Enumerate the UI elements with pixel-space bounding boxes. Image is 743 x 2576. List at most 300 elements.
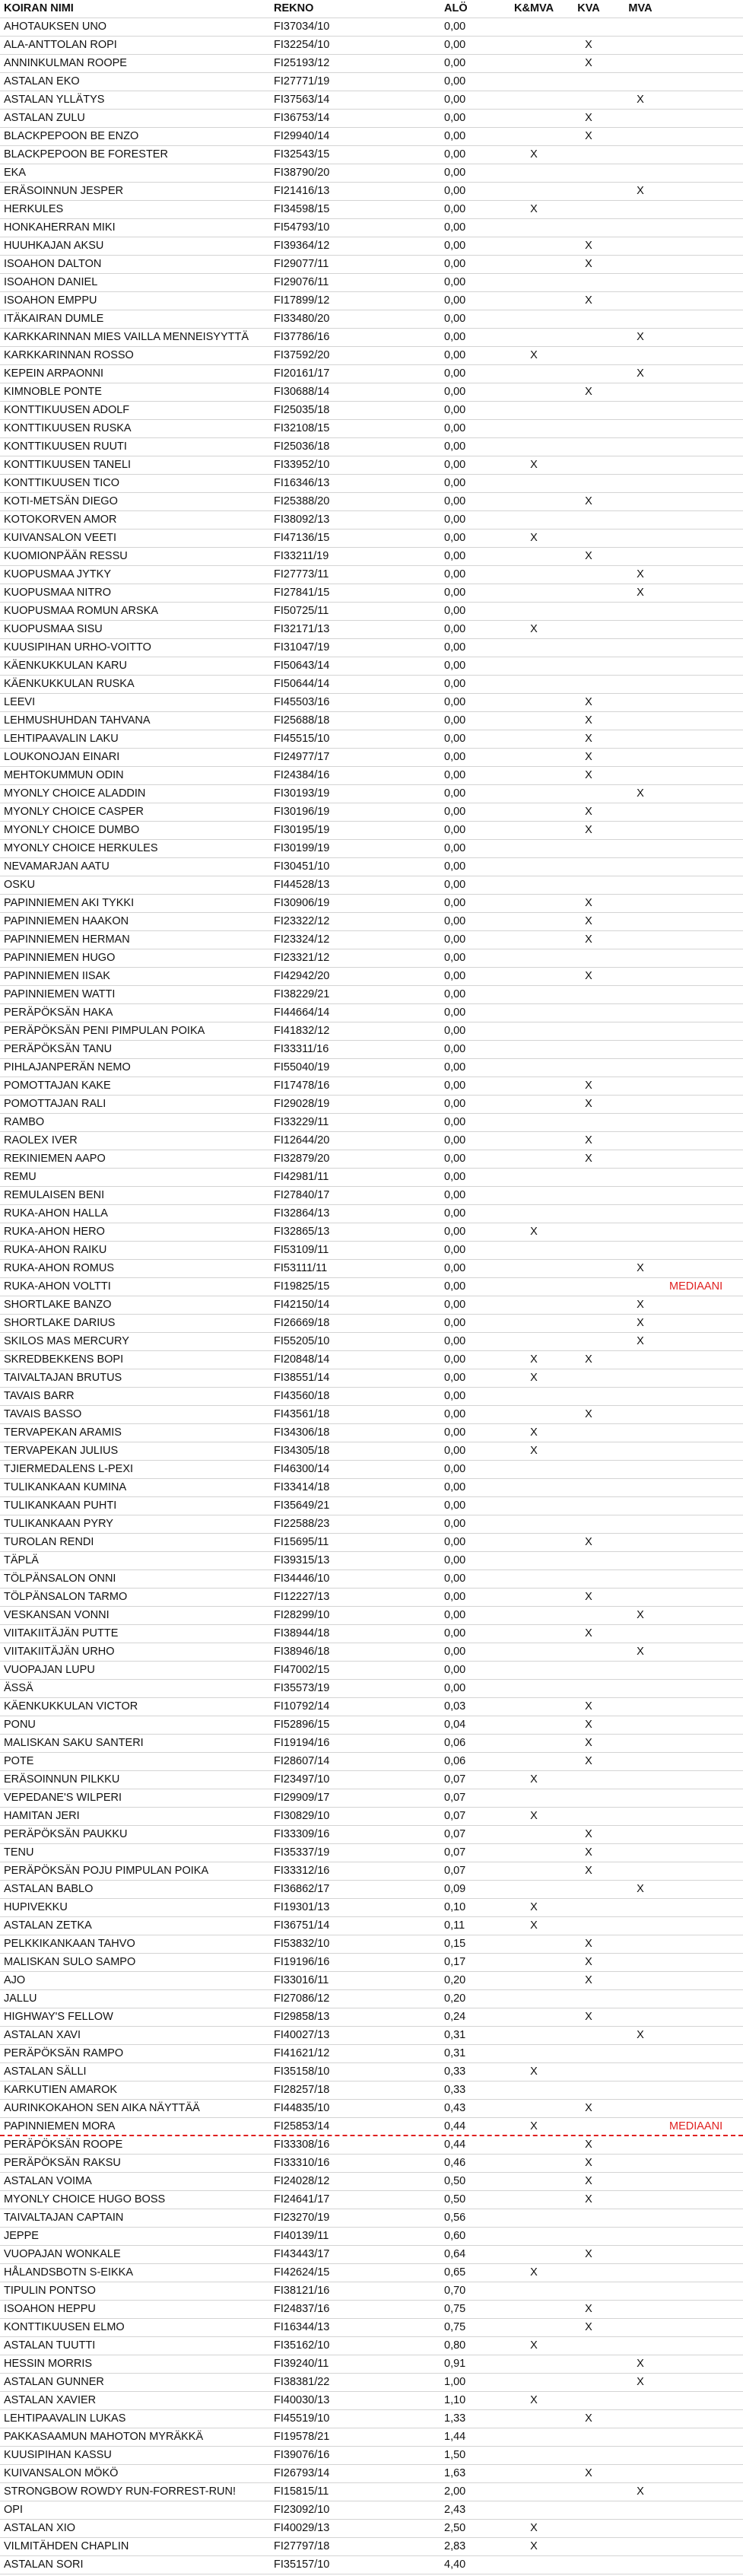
- alo-value: 0,11: [444, 1919, 465, 1932]
- km-mark: [514, 1169, 554, 1186]
- median-note: [669, 1096, 741, 1113]
- kva-mark: X: [585, 1408, 592, 1420]
- reg-number: FI44528/13: [274, 879, 330, 891]
- km-mark: [514, 1041, 554, 1058]
- reg-number: FI39240/11: [274, 2358, 329, 2370]
- kva-mark: [569, 876, 608, 894]
- reg-number: FI32879/20: [274, 1153, 330, 1165]
- kva-mark: X: [585, 2303, 592, 2315]
- km-mark: [514, 128, 554, 145]
- kva-mark: [569, 1917, 608, 1935]
- km-mark: [514, 548, 554, 565]
- mva-mark: X: [637, 94, 644, 106]
- km-mark: [514, 164, 554, 182]
- table-row: [0, 1643, 743, 1662]
- reg-number: FI38944/18: [274, 1627, 330, 1639]
- km-mark: [514, 1004, 554, 1022]
- dog-name: MYONLY CHOICE HUGO BOSS: [4, 2193, 166, 2206]
- dog-name: RUKA-AHON HERO: [4, 1226, 105, 1238]
- mva-mark: [621, 1059, 660, 1077]
- table-row: [0, 566, 743, 584]
- median-note: [669, 1862, 741, 1880]
- table-row: [0, 2319, 743, 2337]
- km-mark: [514, 639, 554, 657]
- median-note: [669, 1899, 741, 1916]
- reg-number: FI43561/18: [274, 1408, 330, 1420]
- kva-mark: X: [585, 2467, 592, 2479]
- reg-number: FI24028/12: [274, 2175, 330, 2187]
- dog-name: KUUSIPIHAN KASSU: [4, 2449, 112, 2461]
- mva-mark: [621, 1972, 660, 1989]
- median-note: [669, 2027, 741, 2044]
- reg-number: FI42150/14: [274, 1299, 330, 1311]
- km-mark: [514, 420, 554, 437]
- reg-number: FI19301/13: [274, 1901, 330, 1913]
- alo-value: 0,00: [444, 1682, 466, 1694]
- kva-mark: [569, 2063, 608, 2081]
- table-row: [0, 1187, 743, 1205]
- dog-name: VILMITÄHDEN CHAPLIN: [4, 2540, 129, 2552]
- dog-name: TAIVALTAJAN BRUTUS: [4, 1372, 122, 1384]
- alo-value: 0,07: [444, 1810, 466, 1822]
- kva-mark: X: [585, 1134, 592, 1146]
- kva-mark: [569, 1552, 608, 1569]
- km-mark: [514, 1132, 554, 1150]
- dog-name: ISOAHON DALTON: [4, 258, 102, 270]
- dog-name: ISOAHON EMPPU: [4, 294, 97, 307]
- km-mark: [514, 1515, 554, 1533]
- table-row: [0, 1534, 743, 1552]
- kva-mark: [569, 1369, 608, 1387]
- kva-mark: [569, 1607, 608, 1624]
- reg-number: FI52896/15: [274, 1719, 330, 1731]
- alo-value: 4,40: [444, 2559, 466, 2571]
- mva-mark: [621, 2392, 660, 2409]
- median-note: [669, 2264, 741, 2282]
- median-note: [669, 1497, 741, 1515]
- median-note: [669, 1369, 741, 1387]
- alo-value: 0,00: [444, 313, 466, 325]
- reg-number: FI25388/20: [274, 495, 330, 507]
- dog-name: KARKKARINNAN MIES VAILLA MENNEISYYTTÄ: [4, 331, 249, 343]
- km-mark: [514, 1022, 554, 1040]
- median-note: [669, 968, 741, 985]
- dog-name: VUOPAJAN LUPU: [4, 1664, 95, 1676]
- table-row: [0, 1589, 743, 1607]
- header-mva: MVA: [628, 2, 653, 14]
- table-row: [0, 803, 743, 822]
- kva-mark: [569, 183, 608, 200]
- mva-mark: [621, 2045, 660, 2062]
- mva-mark: [621, 1515, 660, 1533]
- header-km: K&MVA: [514, 2, 554, 14]
- reg-number: FI33229/11: [274, 1116, 329, 1128]
- median-note: [669, 1607, 741, 1624]
- table-row: [0, 1990, 743, 2008]
- mva-mark: [621, 2501, 660, 2519]
- reg-number: FI34306/18: [274, 1426, 330, 1439]
- table-row: [0, 2392, 743, 2410]
- dog-name: STRONGBOW ROWDY RUN-FORREST-RUN!: [4, 2485, 237, 2498]
- dog-name: ALA-ANTTOLAN ROPI: [4, 39, 117, 51]
- dog-name: POMOTTAJAN RALI: [4, 1098, 106, 1110]
- mva-mark: [621, 2228, 660, 2245]
- median-note: [669, 1552, 741, 1569]
- table-row: [0, 1753, 743, 1771]
- km-mark: [514, 1698, 554, 1716]
- reg-number: FI24384/16: [274, 769, 330, 781]
- reg-number: FI53832/10: [274, 1938, 330, 1950]
- km-mark: [514, 2374, 554, 2391]
- km-mark: [514, 475, 554, 492]
- dog-name: TÖLPÄNSALON ONNI: [4, 1573, 116, 1585]
- mva-mark: [621, 1954, 660, 1971]
- km-mark: [514, 712, 554, 730]
- kva-mark: X: [585, 2412, 592, 2425]
- alo-value: 0,00: [444, 294, 466, 307]
- alo-value: 1,10: [444, 2394, 466, 2406]
- kva-mark: X: [585, 495, 592, 507]
- alo-value: 0,33: [444, 2084, 466, 2096]
- reg-number: FI50643/14: [274, 660, 330, 672]
- table-row: [0, 1698, 743, 1716]
- mva-mark: X: [637, 1317, 644, 1329]
- table-row: [0, 530, 743, 548]
- kva-mark: [569, 2538, 608, 2555]
- median-note: [669, 584, 741, 602]
- mva-mark: [621, 274, 660, 291]
- dog-name: PERÄPÖKSÄN HAKA: [4, 1007, 113, 1019]
- mva-mark: [621, 1862, 660, 1880]
- mva-mark: [621, 1004, 660, 1022]
- table-row: [0, 2264, 743, 2282]
- reg-number: FI37592/20: [274, 349, 330, 361]
- kva-mark: [569, 1242, 608, 1259]
- dog-name: REMU: [4, 1171, 37, 1183]
- km-mark: [514, 2556, 554, 2574]
- km-mark: [514, 1826, 554, 1843]
- km-mark: [514, 2282, 554, 2300]
- km-mark: [514, 329, 554, 346]
- kva-mark: [569, 1680, 608, 1697]
- dog-name: LEHMUSHUHDAN TAHVANA: [4, 714, 151, 727]
- km-mark: [514, 1077, 554, 1095]
- reg-number: FI29076/11: [274, 276, 329, 288]
- median-note: [669, 1826, 741, 1843]
- dog-name: JEPPE: [4, 2230, 39, 2242]
- alo-value: 0,31: [444, 2029, 466, 2041]
- median-note: [669, 456, 741, 474]
- mva-mark: [621, 1570, 660, 1588]
- table-row: [0, 1570, 743, 1589]
- dog-name: HESSIN MORRIS: [4, 2358, 93, 2370]
- median-note: [669, 1187, 741, 1204]
- median-note: [669, 2228, 741, 2245]
- km-mark: [514, 365, 554, 383]
- km-mark: [514, 37, 554, 54]
- median-note: [669, 237, 741, 255]
- mva-mark: [621, 949, 660, 967]
- table-row: [0, 1808, 743, 1826]
- kva-mark: [569, 420, 608, 437]
- reg-number: FI22588/23: [274, 1518, 330, 1530]
- alo-value: 0,07: [444, 1865, 466, 1877]
- alo-value: 2,50: [444, 2522, 466, 2534]
- reg-number: FI38381/22: [274, 2376, 330, 2388]
- dog-name: HUPIVEKKU: [4, 1901, 68, 1913]
- mva-mark: [621, 2301, 660, 2318]
- dog-name: KÄENKUKKULAN RUSKA: [4, 678, 135, 690]
- kva-mark: [569, 1333, 608, 1350]
- median-note: [669, 2355, 741, 2373]
- kva-mark: [569, 402, 608, 419]
- mva-mark: [621, 657, 660, 675]
- table-row: [0, 55, 743, 73]
- dog-name: KÄENKUKKULAN VICTOR: [4, 1700, 138, 1713]
- dog-name: OSKU: [4, 879, 36, 891]
- mva-mark: [621, 201, 660, 218]
- mva-mark: X: [637, 1335, 644, 1347]
- reg-number: FI33952/10: [274, 459, 330, 471]
- reg-number: FI40029/13: [274, 2522, 330, 2534]
- dog-name: PAPINNIEMEN IISAK: [4, 970, 110, 982]
- reg-number: FI35649/21: [274, 1499, 330, 1512]
- median-note: [669, 2447, 741, 2464]
- dog-name: SKILOS MAS MERCURY: [4, 1335, 129, 1347]
- kva-mark: [569, 1570, 608, 1588]
- reg-number: FI33016/11: [274, 1974, 329, 1986]
- reg-number: FI42624/15: [274, 2266, 330, 2279]
- dog-name: ISOAHON HEPPU: [4, 2303, 96, 2315]
- km-mark: [514, 840, 554, 857]
- kva-mark: [569, 1479, 608, 1496]
- table-row: [0, 146, 743, 164]
- table-row: [0, 730, 743, 749]
- km-mark: [514, 1187, 554, 1204]
- alo-value: 0,00: [444, 751, 466, 763]
- dog-name: KUIVANSALON MÖKÖ: [4, 2467, 119, 2479]
- mva-mark: [621, 530, 660, 547]
- table-row: [0, 1132, 743, 1150]
- kva-mark: [569, 2027, 608, 2044]
- dog-name: ASTALAN XIO: [4, 2522, 76, 2534]
- median-note: [669, 2428, 741, 2446]
- median-note: [669, 2173, 741, 2190]
- km-mark: [514, 2228, 554, 2245]
- median-note: [669, 1442, 741, 1460]
- kva-mark: [569, 1223, 608, 1241]
- km-mark: [514, 1333, 554, 1350]
- reg-number: FI50725/11: [274, 605, 329, 617]
- table-row: [0, 1954, 743, 1972]
- reg-number: FI38229/21: [274, 988, 330, 1000]
- median-note: [669, 1022, 741, 1040]
- kva-mark: X: [585, 258, 592, 270]
- kva-mark: [569, 1278, 608, 1296]
- mva-mark: [621, 2100, 660, 2117]
- header-name: KOIRAN NIMI: [4, 2, 74, 14]
- kva-mark: [569, 1205, 608, 1223]
- mva-mark: [621, 931, 660, 949]
- table-row: [0, 694, 743, 712]
- table-row: [0, 2301, 743, 2319]
- km-mark: [514, 1935, 554, 1953]
- median-note: [669, 2501, 741, 2519]
- table-row: [0, 1369, 743, 1388]
- table-row: [0, 1844, 743, 1862]
- km-mark: [514, 2465, 554, 2482]
- reg-number: FI44835/10: [274, 2102, 330, 2114]
- km-mark: [514, 1260, 554, 1277]
- reg-number: FI29028/19: [274, 1098, 330, 1110]
- table-row: [0, 1260, 743, 1278]
- km-mark: [514, 18, 554, 36]
- dog-name: PERÄPÖKSÄN PAUKKU: [4, 1828, 128, 1840]
- table-row: [0, 712, 743, 730]
- alo-value: 0,70: [444, 2285, 466, 2297]
- dog-name: ASTALAN SÄLLI: [4, 2066, 87, 2078]
- alo-value: 0,00: [444, 842, 466, 854]
- kva-mark: [569, 858, 608, 876]
- table-row: [0, 1041, 743, 1059]
- alo-value: 0,64: [444, 2248, 466, 2260]
- kva-mark: X: [585, 1153, 592, 1165]
- table-row: [0, 1552, 743, 1570]
- reg-number: FI32543/15: [274, 148, 330, 161]
- dog-name: TAVAIS BASSO: [4, 1408, 82, 1420]
- alo-value: 0,00: [444, 1280, 466, 1293]
- table-row: [0, 1972, 743, 1990]
- mva-mark: [621, 2282, 660, 2300]
- mva-mark: [621, 2081, 660, 2099]
- table-row: [0, 895, 743, 913]
- km-mark: [514, 383, 554, 401]
- alo-value: 0,00: [444, 404, 466, 416]
- mva-mark: [621, 1205, 660, 1223]
- reg-number: FI38790/20: [274, 167, 330, 179]
- table-row: [0, 1881, 743, 1899]
- median-note: [669, 1114, 741, 1131]
- reg-number: FI23324/12: [274, 933, 330, 946]
- km-mark: X: [530, 1773, 538, 1786]
- dog-name: KUOPUSMAA JYTKY: [4, 568, 112, 580]
- km-mark: X: [530, 2540, 538, 2552]
- kva-mark: [569, 365, 608, 383]
- table-row: [0, 1935, 743, 1954]
- dog-name: AHOTAUKSEN UNO: [4, 21, 107, 33]
- mva-mark: [621, 1150, 660, 1168]
- dog-name: KEPEIN ARPAONNI: [4, 367, 104, 380]
- km-mark: X: [530, 1426, 538, 1439]
- reg-number: FI39315/13: [274, 1554, 330, 1566]
- kva-mark: [569, 1497, 608, 1515]
- km-mark: [514, 1954, 554, 1971]
- median-note: [669, 639, 741, 657]
- dog-name: EKA: [4, 167, 27, 179]
- kva-mark: [569, 2447, 608, 2464]
- alo-value: 0,03: [444, 1700, 466, 1713]
- kva-mark: [569, 1899, 608, 1916]
- km-mark: [514, 1406, 554, 1423]
- dog-name: KONTTIKUUSEN ADOLF: [4, 404, 130, 416]
- km-mark: X: [530, 1919, 538, 1932]
- kva-mark: [569, 310, 608, 328]
- alo-value: 0,00: [444, 769, 466, 781]
- dog-name: PERÄPÖKSÄN POJU PIMPULAN POIKA: [4, 1865, 209, 1877]
- mva-mark: [621, 2520, 660, 2537]
- alo-value: 0,00: [444, 495, 466, 507]
- table-row: [0, 511, 743, 530]
- table-row: [0, 1479, 743, 1497]
- median-note: [669, 1771, 741, 1789]
- alo-value: 0,06: [444, 1737, 466, 1749]
- dog-name: MYONLY CHOICE DUMBO: [4, 824, 140, 836]
- median-note: [669, 749, 741, 766]
- kva-mark: X: [585, 714, 592, 727]
- km-mark: [514, 110, 554, 127]
- reg-number: FI25193/12: [274, 57, 330, 69]
- alo-value: 0,00: [444, 258, 466, 270]
- reg-number: FI30906/19: [274, 897, 330, 909]
- alo-value: 0,07: [444, 1828, 466, 1840]
- table-row: [0, 657, 743, 676]
- mva-mark: X: [637, 2376, 644, 2388]
- table-row: [0, 1096, 743, 1114]
- mva-mark: [621, 1406, 660, 1423]
- table-row: [0, 237, 743, 256]
- alo-value: 0,00: [444, 587, 466, 599]
- km-mark: [514, 986, 554, 1003]
- dog-name: PELKKIKANKAAN TAHVO: [4, 1938, 135, 1950]
- median-note: [669, 657, 741, 675]
- table-row: [0, 1789, 743, 1808]
- km-mark: [514, 2081, 554, 2099]
- kva-mark: [569, 91, 608, 109]
- alo-value: 0,00: [444, 240, 466, 252]
- table-row: [0, 402, 743, 420]
- dog-name: HUUHKAJAN AKSU: [4, 240, 104, 252]
- km-mark: [514, 1479, 554, 1496]
- table-row: [0, 438, 743, 456]
- mva-mark: [621, 1424, 660, 1442]
- dog-name: TUROLAN RENDI: [4, 1536, 94, 1548]
- mva-mark: X: [637, 331, 644, 343]
- table-row: [0, 1114, 743, 1132]
- alo-value: 0,00: [444, 933, 466, 946]
- mva-mark: [621, 840, 660, 857]
- kva-mark: [569, 1990, 608, 2008]
- alo-value: 0,20: [444, 1992, 466, 2005]
- reg-number: FI32864/13: [274, 1207, 330, 1220]
- km-mark: [514, 1552, 554, 1569]
- alo-value: 0,00: [444, 386, 466, 398]
- median-note: [669, 767, 741, 784]
- reg-number: FI30688/14: [274, 386, 330, 398]
- mva-mark: [621, 347, 660, 364]
- km-mark: [514, 2155, 554, 2172]
- kva-mark: [569, 1881, 608, 1898]
- median-note: [669, 37, 741, 54]
- kva-mark: [569, 1515, 608, 1533]
- kva-mark: [569, 566, 608, 584]
- table-row: [0, 2118, 743, 2136]
- km-mark: [514, 219, 554, 237]
- kva-mark: [569, 18, 608, 36]
- kva-mark: X: [585, 1591, 592, 1603]
- reg-number: FI17899/12: [274, 294, 330, 307]
- mva-mark: [621, 712, 660, 730]
- median-note: [669, 2209, 741, 2227]
